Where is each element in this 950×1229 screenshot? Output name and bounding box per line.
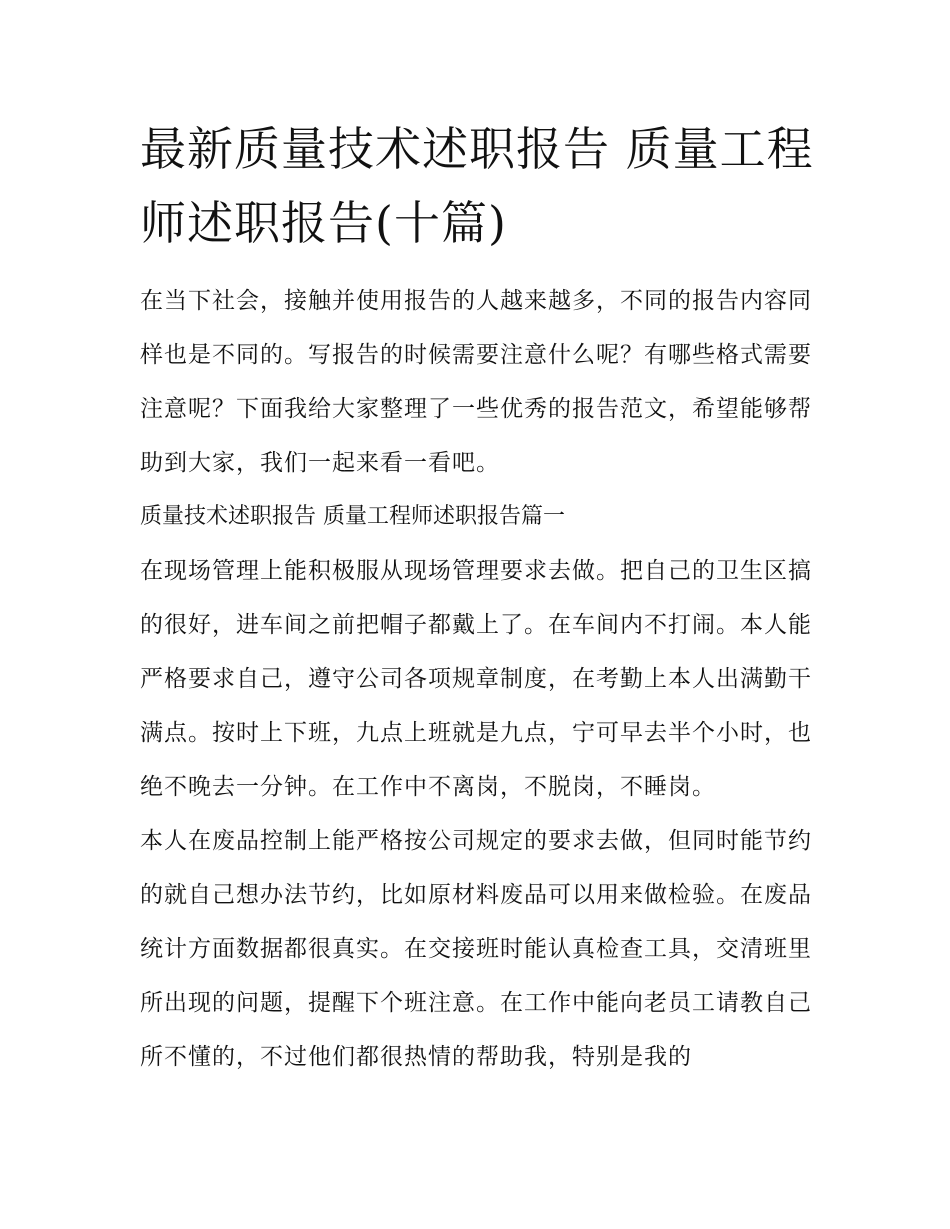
document-body: [140, 112, 820, 1084]
document-title: 最新质量技术述职报告 质量工程师述职报告(十篇): [140, 122, 814, 250]
intro-paragraph: 在当下社会，接触并使用报告的人越来越多，不同的报告内容同样也是不同的。写报告的时候需要注意什么呢？有哪些格式需要注意呢？下面我给大家整理了一些优秀的报告范文，希望能够帮助到大家，我们一起来看一看吧。: [140, 288, 812, 476]
body-paragraph-1: 在现场管理上能积极服从现场管理要求去做。把自己的卫生区搞的很好，进车间之前把帽子都戴上了。在车间内不打闹。本人能严格要求自己，遵守公司各项规章制度，在考勤上本人出满勤干满点。按时上下班，九点上班就是九点，宁可早去半个小时，也绝不晚去一分钟。在工作中不离岗，不脱岗，不睡岗。: [140, 558, 812, 800]
section-heading: 质量技术述职报告 质量工程师述职报告篇一: [140, 504, 565, 529]
body-paragraph-2: 本人在废品控制上能严格按公司规定的要求去做，但同时能节约的就自己想办法节约，比如原材料废品可以用来做检验。在废品统计方面数据都很真实。在交接班时能认真检查工具，交清班里所出现的问题，提醒下个班注意。在工作中能向老员工请教自己所不懂的，不过他们都很热情的帮助我，特别是我的: [140, 828, 812, 1070]
